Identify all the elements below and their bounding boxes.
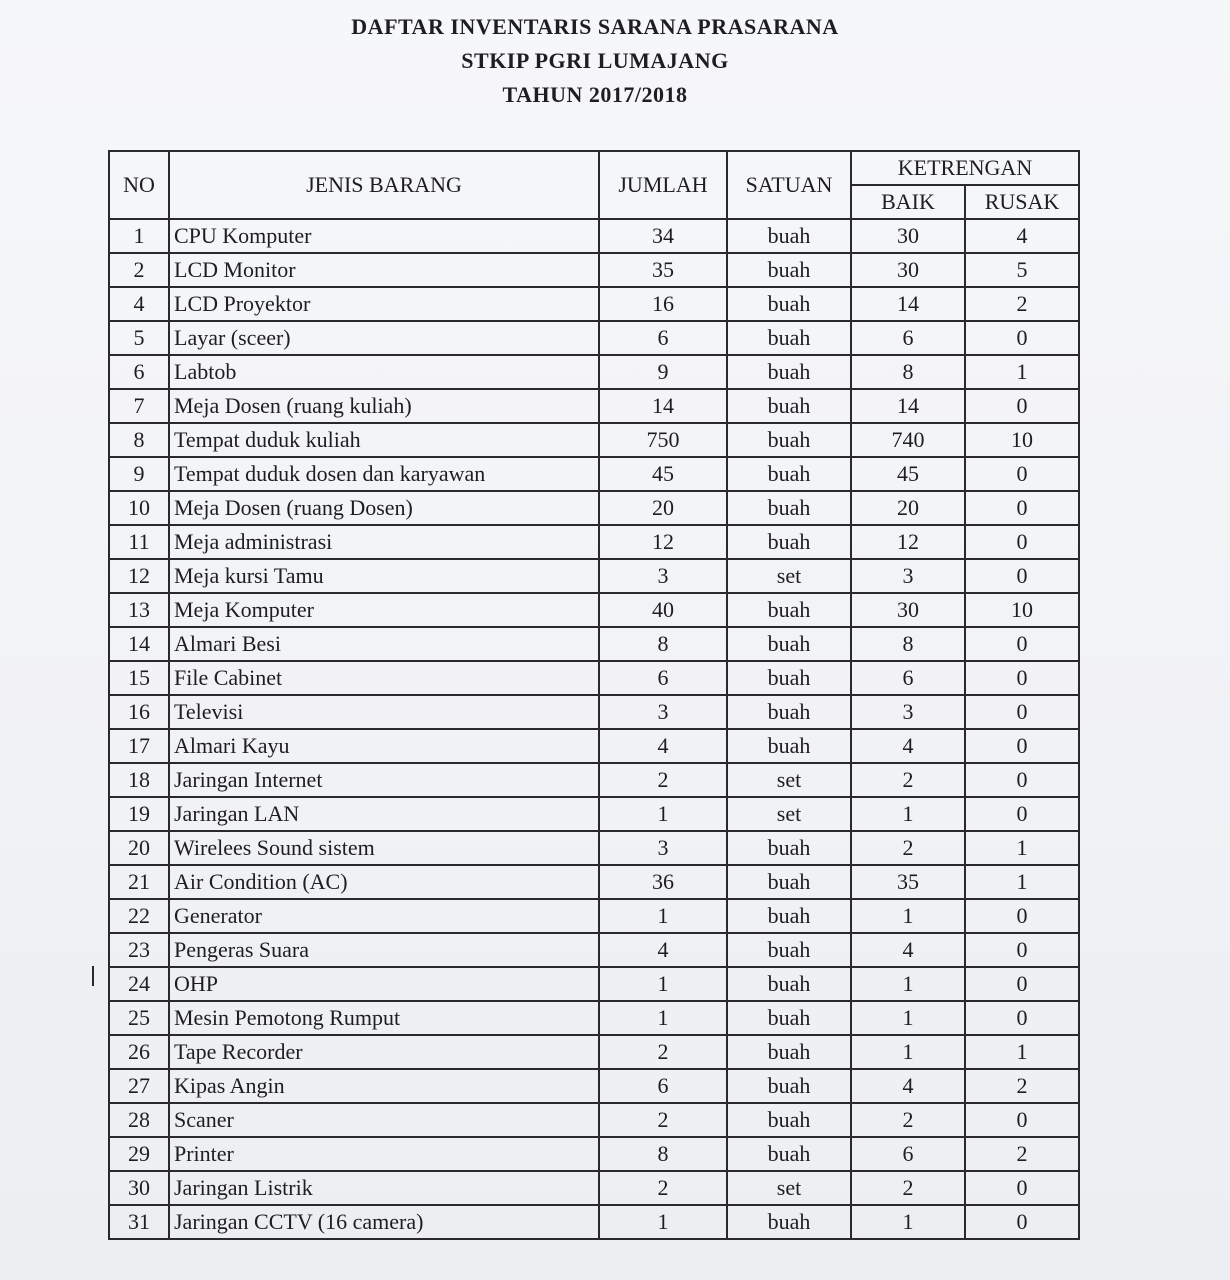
cell-no: 18 <box>109 763 169 797</box>
cell-satuan: buah <box>727 219 851 253</box>
cell-rusak: 0 <box>965 1205 1079 1239</box>
cell-baik: 6 <box>851 1137 965 1171</box>
academic-year: TAHUN 2017/2018 <box>502 82 688 107</box>
cell-satuan: buah <box>727 321 851 355</box>
cell-jumlah: 45 <box>599 457 727 491</box>
cell-satuan: buah <box>727 457 851 491</box>
cell-baik: 740 <box>851 423 965 457</box>
table-row <box>109 899 1079 933</box>
cell-jumlah: 3 <box>599 559 727 593</box>
cell-jumlah: 40 <box>599 593 727 627</box>
cell-no: 19 <box>109 797 169 831</box>
header-jumlah: JUMLAH <box>599 151 727 219</box>
cell-rusak: 0 <box>965 559 1079 593</box>
table-row <box>109 457 1079 491</box>
cell-no: 22 <box>109 899 169 933</box>
cell-no: 8 <box>109 423 169 457</box>
cell-jenis-barang: File Cabinet <box>169 661 599 695</box>
cell-baik: 3 <box>851 695 965 729</box>
cell-rusak: 0 <box>965 1171 1079 1205</box>
cell-satuan: buah <box>727 1137 851 1171</box>
cell-rusak: 0 <box>965 627 1079 661</box>
cell-jenis-barang: LCD Monitor <box>169 253 599 287</box>
cell-jenis-barang: Layar (sceer) <box>169 321 599 355</box>
cell-jenis-barang: Televisi <box>169 695 599 729</box>
cell-satuan: buah <box>727 593 851 627</box>
cell-baik: 6 <box>851 661 965 695</box>
table-row <box>109 219 1079 253</box>
header-baik: BAIK <box>851 185 965 219</box>
cell-jenis-barang: Meja kursi Tamu <box>169 559 599 593</box>
cell-no: 29 <box>109 1137 169 1171</box>
table-row <box>109 661 1079 695</box>
cell-no: 10 <box>109 491 169 525</box>
cell-jenis-barang: Scaner <box>169 1103 599 1137</box>
table-row <box>109 1001 1079 1035</box>
cell-jenis-barang: Jaringan CCTV (16 camera) <box>169 1205 599 1239</box>
margin-mark <box>92 966 94 986</box>
cell-jumlah: 1 <box>599 1001 727 1035</box>
cell-baik: 30 <box>851 593 965 627</box>
cell-satuan: buah <box>727 1103 851 1137</box>
cell-rusak: 0 <box>965 695 1079 729</box>
cell-satuan: set <box>727 797 851 831</box>
cell-jumlah: 1 <box>599 967 727 1001</box>
cell-rusak: 1 <box>965 355 1079 389</box>
cell-satuan: buah <box>727 967 851 1001</box>
cell-rusak: 0 <box>965 729 1079 763</box>
cell-satuan: buah <box>727 525 851 559</box>
table-row <box>109 1205 1079 1239</box>
cell-satuan: set <box>727 559 851 593</box>
table-row <box>109 763 1079 797</box>
cell-rusak: 10 <box>965 593 1079 627</box>
cell-no: 2 <box>109 253 169 287</box>
cell-jenis-barang: Jaringan LAN <box>169 797 599 831</box>
cell-rusak: 0 <box>965 661 1079 695</box>
cell-jumlah: 36 <box>599 865 727 899</box>
cell-no: 28 <box>109 1103 169 1137</box>
cell-jenis-barang: Jaringan Listrik <box>169 1171 599 1205</box>
cell-satuan: buah <box>727 423 851 457</box>
cell-baik: 4 <box>851 729 965 763</box>
cell-rusak: 0 <box>965 491 1079 525</box>
cell-satuan: buah <box>727 1001 851 1035</box>
cell-satuan: buah <box>727 355 851 389</box>
cell-baik: 4 <box>851 933 965 967</box>
table-row <box>109 525 1079 559</box>
cell-jumlah: 12 <box>599 525 727 559</box>
cell-baik: 3 <box>851 559 965 593</box>
cell-satuan: buah <box>727 1205 851 1239</box>
cell-baik: 8 <box>851 627 965 661</box>
cell-baik: 1 <box>851 967 965 1001</box>
table-row <box>109 729 1079 763</box>
cell-satuan: buah <box>727 253 851 287</box>
cell-jumlah: 34 <box>599 219 727 253</box>
cell-no: 13 <box>109 593 169 627</box>
cell-rusak: 1 <box>965 1035 1079 1069</box>
cell-jenis-barang: CPU Komputer <box>169 219 599 253</box>
cell-baik: 2 <box>851 1171 965 1205</box>
cell-jenis-barang: Pengeras Suara <box>169 933 599 967</box>
cell-jenis-barang: Generator <box>169 899 599 933</box>
cell-jumlah: 1 <box>599 797 727 831</box>
cell-baik: 45 <box>851 457 965 491</box>
table-row <box>109 831 1079 865</box>
table-row <box>109 1069 1079 1103</box>
cell-jumlah: 14 <box>599 389 727 423</box>
cell-baik: 35 <box>851 865 965 899</box>
table-row <box>109 695 1079 729</box>
table-body <box>109 219 1079 1239</box>
cell-jumlah: 9 <box>599 355 727 389</box>
cell-jumlah: 6 <box>599 661 727 695</box>
cell-jenis-barang: Meja Komputer <box>169 593 599 627</box>
cell-no: 17 <box>109 729 169 763</box>
cell-jumlah: 2 <box>599 763 727 797</box>
cell-satuan: buah <box>727 933 851 967</box>
cell-jenis-barang: Meja Dosen (ruang kuliah) <box>169 389 599 423</box>
cell-jenis-barang: OHP <box>169 967 599 1001</box>
cell-no: 21 <box>109 865 169 899</box>
cell-no: 31 <box>109 1205 169 1239</box>
cell-baik: 6 <box>851 321 965 355</box>
cell-jenis-barang: Mesin Pemotong Rumput <box>169 1001 599 1035</box>
cell-rusak: 0 <box>965 967 1079 1001</box>
cell-jumlah: 3 <box>599 831 727 865</box>
cell-jumlah: 6 <box>599 321 727 355</box>
cell-jumlah: 2 <box>599 1171 727 1205</box>
cell-satuan: buah <box>727 1035 851 1069</box>
cell-rusak: 5 <box>965 253 1079 287</box>
cell-baik: 2 <box>851 831 965 865</box>
cell-no: 24 <box>109 967 169 1001</box>
table-row <box>109 1171 1079 1205</box>
cell-rusak: 0 <box>965 899 1079 933</box>
cell-satuan: buah <box>727 899 851 933</box>
cell-baik: 2 <box>851 1103 965 1137</box>
cell-satuan: buah <box>727 389 851 423</box>
cell-no: 30 <box>109 1171 169 1205</box>
cell-no: 12 <box>109 559 169 593</box>
cell-jumlah: 4 <box>599 933 727 967</box>
cell-no: 16 <box>109 695 169 729</box>
header-rusak: RUSAK <box>965 185 1079 219</box>
cell-rusak: 0 <box>965 457 1079 491</box>
cell-jumlah: 6 <box>599 1069 727 1103</box>
cell-satuan: buah <box>727 695 851 729</box>
cell-jumlah: 750 <box>599 423 727 457</box>
cell-rusak: 0 <box>965 933 1079 967</box>
cell-no: 25 <box>109 1001 169 1035</box>
header-row-1 <box>109 151 1079 185</box>
cell-baik: 14 <box>851 389 965 423</box>
table-row <box>109 1103 1079 1137</box>
cell-no: 9 <box>109 457 169 491</box>
table-row <box>109 355 1079 389</box>
cell-jumlah: 8 <box>599 1137 727 1171</box>
cell-rusak: 2 <box>965 1069 1079 1103</box>
cell-no: 20 <box>109 831 169 865</box>
cell-baik: 1 <box>851 899 965 933</box>
table-row <box>109 967 1079 1001</box>
table-row <box>109 559 1079 593</box>
table-row <box>109 389 1079 423</box>
inventory-table <box>108 150 1080 1240</box>
cell-rusak: 2 <box>965 287 1079 321</box>
cell-jenis-barang: Kipas Angin <box>169 1069 599 1103</box>
cell-rusak: 0 <box>965 389 1079 423</box>
cell-satuan: set <box>727 763 851 797</box>
cell-no: 1 <box>109 219 169 253</box>
cell-satuan: buah <box>727 831 851 865</box>
table-row <box>109 491 1079 525</box>
table-row <box>109 865 1079 899</box>
header-jenis-barang: JENIS BARANG <box>169 151 599 219</box>
cell-no: 5 <box>109 321 169 355</box>
table-row <box>109 797 1079 831</box>
cell-baik: 30 <box>851 253 965 287</box>
cell-rusak: 0 <box>965 1001 1079 1035</box>
cell-no: 15 <box>109 661 169 695</box>
table-row <box>109 1137 1079 1171</box>
cell-jenis-barang: LCD Proyektor <box>169 287 599 321</box>
cell-satuan: buah <box>727 287 851 321</box>
cell-rusak: 0 <box>965 321 1079 355</box>
cell-no: 6 <box>109 355 169 389</box>
cell-baik: 14 <box>851 287 965 321</box>
table-row <box>109 1035 1079 1069</box>
cell-satuan: buah <box>727 627 851 661</box>
table-row <box>109 627 1079 661</box>
table-header <box>109 151 1079 219</box>
cell-rusak: 2 <box>965 1137 1079 1171</box>
cell-jenis-barang: Tempat duduk kuliah <box>169 423 599 457</box>
header-satuan: SATUAN <box>727 151 851 219</box>
cell-satuan: buah <box>727 865 851 899</box>
cell-jenis-barang: Meja Dosen (ruang Dosen) <box>169 491 599 525</box>
cell-satuan: buah <box>727 661 851 695</box>
cell-jumlah: 4 <box>599 729 727 763</box>
cell-rusak: 0 <box>965 525 1079 559</box>
cell-no: 14 <box>109 627 169 661</box>
cell-jumlah: 2 <box>599 1103 727 1137</box>
cell-jenis-barang: Labtob <box>169 355 599 389</box>
cell-rusak: 0 <box>965 1103 1079 1137</box>
table-row <box>109 933 1079 967</box>
cell-jumlah: 1 <box>599 899 727 933</box>
cell-jumlah: 16 <box>599 287 727 321</box>
cell-rusak: 0 <box>965 797 1079 831</box>
cell-jenis-barang: Air Condition (AC) <box>169 865 599 899</box>
cell-satuan: set <box>727 1171 851 1205</box>
cell-baik: 1 <box>851 1001 965 1035</box>
cell-jenis-barang: Tempat duduk dosen dan karyawan <box>169 457 599 491</box>
cell-jumlah: 3 <box>599 695 727 729</box>
table-row <box>109 321 1079 355</box>
cell-no: 26 <box>109 1035 169 1069</box>
cell-jenis-barang: Wirelees Sound sistem <box>169 831 599 865</box>
table-row <box>109 593 1079 627</box>
cell-baik: 1 <box>851 797 965 831</box>
cell-baik: 12 <box>851 525 965 559</box>
cell-rusak: 10 <box>965 423 1079 457</box>
table-row <box>109 423 1079 457</box>
table-row <box>109 253 1079 287</box>
cell-satuan: buah <box>727 491 851 525</box>
cell-baik: 4 <box>851 1069 965 1103</box>
cell-jenis-barang: Tape Recorder <box>169 1035 599 1069</box>
header-no: NO <box>109 151 169 219</box>
cell-jenis-barang: Printer <box>169 1137 599 1171</box>
cell-jenis-barang: Jaringan Internet <box>169 763 599 797</box>
cell-jumlah: 35 <box>599 253 727 287</box>
cell-jenis-barang: Meja administrasi <box>169 525 599 559</box>
cell-no: 7 <box>109 389 169 423</box>
header-keterangan: KETRENGAN <box>851 151 1079 185</box>
cell-baik: 20 <box>851 491 965 525</box>
cell-satuan: buah <box>727 1069 851 1103</box>
institution-name: STKIP PGRI LUMAJANG <box>461 48 729 73</box>
table-row <box>109 287 1079 321</box>
cell-jenis-barang: Almari Besi <box>169 627 599 661</box>
cell-rusak: 4 <box>965 219 1079 253</box>
cell-baik: 30 <box>851 219 965 253</box>
cell-baik: 1 <box>851 1205 965 1239</box>
cell-rusak: 0 <box>965 763 1079 797</box>
cell-satuan: buah <box>727 729 851 763</box>
cell-no: 11 <box>109 525 169 559</box>
cell-rusak: 1 <box>965 865 1079 899</box>
cell-jumlah: 20 <box>599 491 727 525</box>
cell-rusak: 1 <box>965 831 1079 865</box>
cell-baik: 2 <box>851 763 965 797</box>
cell-baik: 1 <box>851 1035 965 1069</box>
document-title: DAFTAR INVENTARIS SARANA PRASARANA <box>351 14 839 39</box>
cell-no: 27 <box>109 1069 169 1103</box>
cell-no: 4 <box>109 287 169 321</box>
cell-jumlah: 2 <box>599 1035 727 1069</box>
cell-jumlah: 8 <box>599 627 727 661</box>
cell-baik: 8 <box>851 355 965 389</box>
cell-jumlah: 1 <box>599 1205 727 1239</box>
cell-jenis-barang: Almari Kayu <box>169 729 599 763</box>
cell-no: 23 <box>109 933 169 967</box>
